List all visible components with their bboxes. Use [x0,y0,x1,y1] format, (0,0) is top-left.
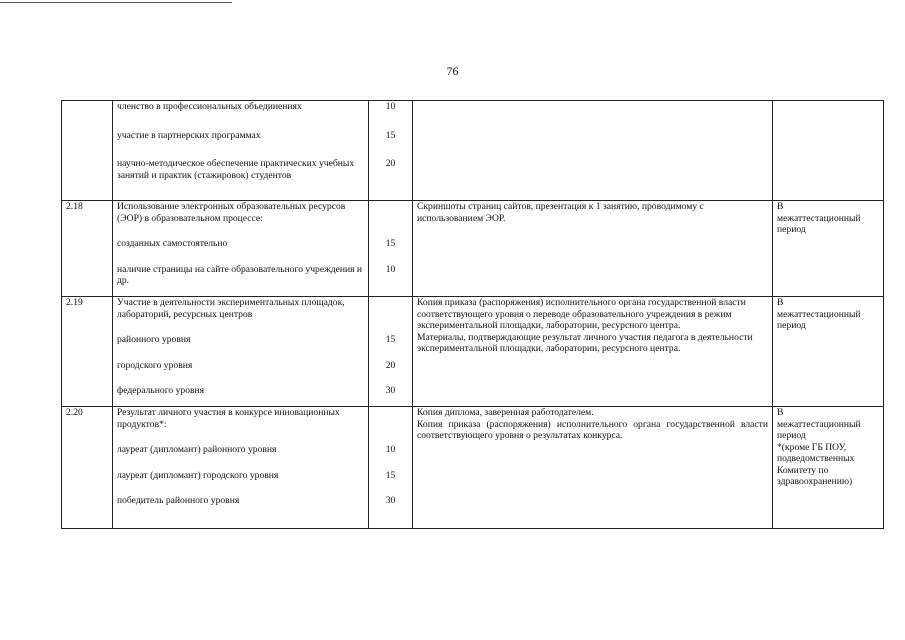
item-number: 2.19 [62,297,113,407]
evidence-cell [413,101,773,201]
period-cell [773,297,884,407]
points-value: 15 [385,469,396,481]
criterion-text: членство в профессиональных объединениях [117,101,302,112]
criterion-text: лауреат (дипломант) районного уровня [117,444,277,455]
period-text: *(кроме ГБ ПОУ, подведомственных Комитету по здравоохранению) [777,441,855,487]
criteria-cell [113,407,369,529]
points-value: 30 [385,495,396,506]
criterion-heading: Участие в деятельности экспериментальных площадок, лабораторий, ресурсных центров [117,297,345,320]
criterion-heading: Использование электронных образовательных ресурсов (ЭОР) в образовательном процессе: [117,201,346,224]
evidence-text: Копия приказа (распоряжения) исполнительного органа государственной власти соответствующего уровня о результатах конкурса. [417,418,768,441]
points-value: 10 [385,444,396,455]
points-value: 15 [385,238,396,249]
period-text: период [777,430,806,441]
evidence-text: Копия приказа (распоряжения) исполнительного органа государственной власти соответствующего уровня о переводе образовательного учреждения в режим экспериментальной площадки, лаборатории, ресурсного центра. [417,297,746,331]
points-value: 20 [385,158,396,169]
evidence-cell [413,407,773,529]
table-row [62,297,884,407]
period-text: период [777,224,806,235]
criteria-table [61,100,884,529]
criterion-text: научно-методическое обеспечение практических учебных занятий и практик (стажировок) студентов [117,158,355,181]
page-number: 76 [446,64,459,78]
criterion-heading: Результат личного участия в конкурсе инновационных продуктов*: [117,407,340,430]
evidence-cell [413,297,773,407]
points-cell [369,297,413,407]
table-row [62,201,884,297]
period-text: межаттестационный [777,418,861,430]
criteria-cell [113,297,369,407]
criterion-text: городского уровня [117,359,193,371]
criterion-text: федерального уровня [117,385,205,396]
period-text: В [777,297,784,308]
criterion-text: лауреат (дипломант) городского уровня [117,469,279,481]
points-value: 20 [385,359,396,371]
evidence-text: Копия диплома, заверенная работодателем. [417,407,594,418]
criteria-cell [113,201,369,297]
criterion-text: наличие страницы на сайте образовательного учреждения и др. [117,263,363,286]
item-number: 2.20 [62,407,113,529]
points-cell [369,201,413,297]
item-number: 2.18 [62,201,113,297]
evidence-cell [413,201,773,297]
evidence-text: Материалы, подтверждающие результат личного участия педагога в деятельности экспериментальной площадки, лаборатории, ресурсного центра. [417,331,753,354]
criterion-text: созданных самостоятельно [117,238,228,249]
points-value: 15 [385,129,396,141]
points-value: 30 [385,385,396,396]
period-cell [773,201,884,297]
header-rule [0,2,232,3]
criterion-text: участие в партнерских программах [117,129,261,141]
period-text: период [777,320,806,331]
period-text: межаттестационный [777,308,861,320]
period-text: В [777,201,784,212]
evidence-text: Скриншоты страниц сайтов, презентация к 1 занятию, проводимому с использованием ЭОР. [417,201,704,224]
item-number [62,101,113,201]
criteria-cell [113,101,369,201]
points-cell [369,101,413,201]
period-cell [773,407,884,529]
criterion-text: победитель районного уровня [117,495,240,506]
period-cell [773,101,884,201]
table-row [62,407,884,529]
period-text: межаттестационный [777,212,861,224]
points-value: 15 [385,334,396,345]
points-value: 10 [385,101,396,112]
points-cell [369,407,413,529]
period-text: В [777,407,784,418]
criterion-text: районного уровня [117,334,191,345]
points-value: 10 [385,263,396,275]
table-row [62,101,884,201]
